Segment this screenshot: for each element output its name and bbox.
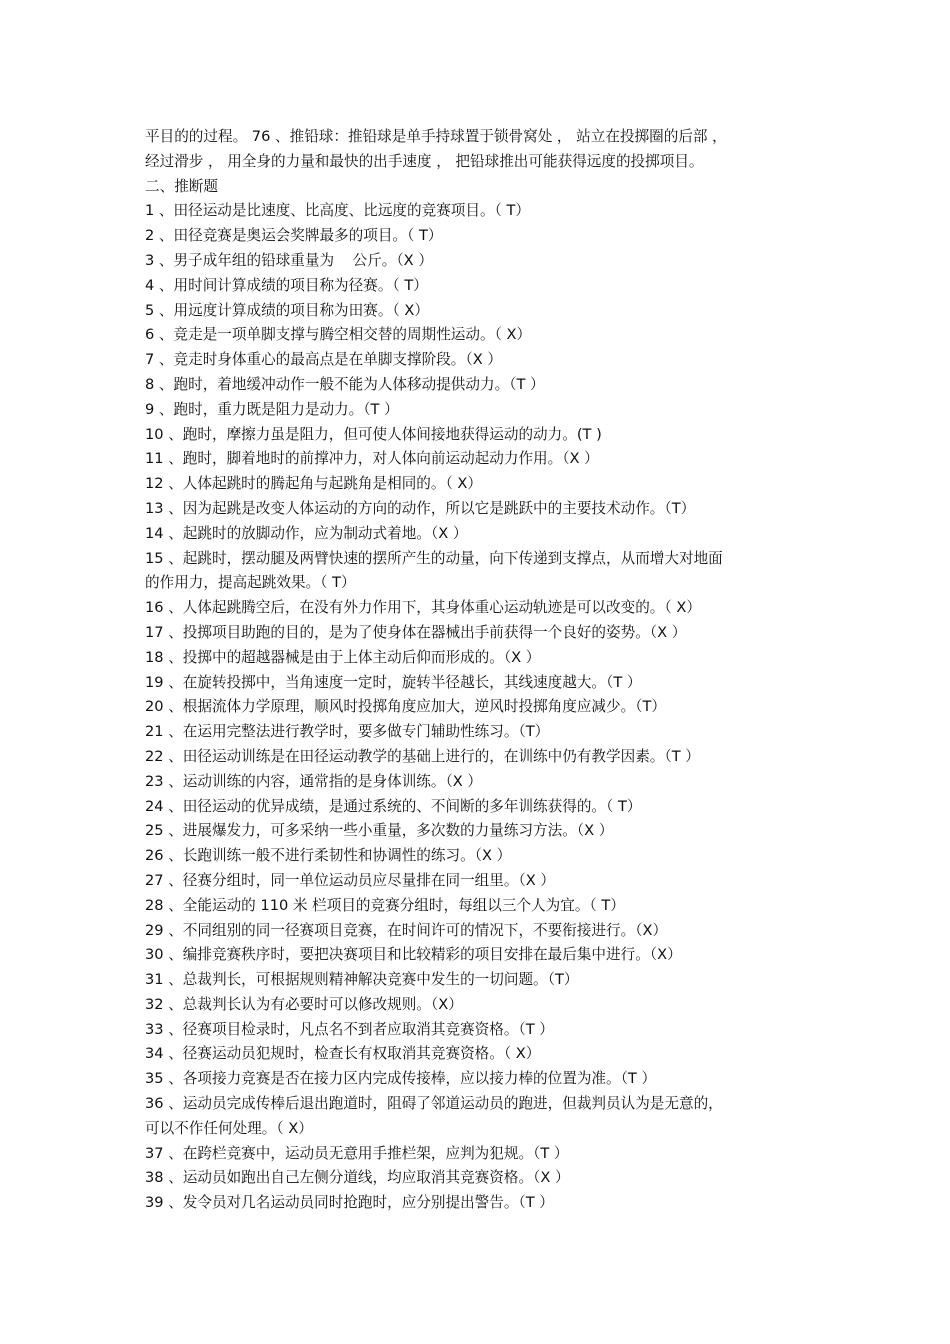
question-item: 34 、径赛运动员犯规时，检查长有权取消其竞赛资格。（ X）: [145, 1045, 541, 1063]
question-item: 14 、起跳时的放脚动作，应为制动式着地。（X ）: [145, 524, 468, 542]
question-item: 6 、竞走是一项单脚支撑与腾空相交替的周期性运动。（ X）: [145, 326, 532, 344]
question-item-continued: 的作用力，提高起跳效果。（ T）: [145, 574, 356, 592]
question-item: 36 、运动员完成传棒后退出跑道时，阻碍了邻道运动员的跑进，但裁判员认为是无意的，: [145, 1095, 723, 1113]
question-item: 18 、投掷中的超越器械是由于上体主动后仰而形成的。（X ）: [145, 648, 541, 666]
question-item: 9 、跑时，重力既是阻力是动力。（T ）: [145, 400, 399, 418]
question-item: 3 、男子成年组的铅球重量为 公斤。（X ）: [145, 251, 433, 269]
question-item: 26 、长跑训练一般不进行柔韧性和协调性的练习。（X ）: [145, 847, 512, 865]
question-item: 24 、田径运动的优异成绩，是通过系统的、不间断的多年训练获得的。（ T）: [145, 797, 642, 815]
question-item: 2 、田径竞赛是奥运会奖牌最多的项目。（ T）: [145, 227, 443, 245]
question-item: 25 、进展爆发力，可多采纳一些小重量，多次数的力量练习方法。（X ）: [145, 822, 614, 840]
question-item: 22 、田径运动训练是在田径运动教学的基础上进行的，在训练中仍有教学因素。（T ）: [145, 747, 700, 765]
question-item-continued: 可以不作任何处理。（ X）: [145, 1119, 313, 1137]
document-body: [145, 125, 815, 1216]
question-item: 13 、因为起跳是改变人体运动的方向的动作，所以它是跳跃中的主要技术动作。（T）: [145, 499, 696, 517]
question-item: 10 、跑时，摩擦力虽是阻力，但可使人体间接地获得运动的动力。(T ): [145, 425, 602, 443]
question-item: 17 、投掷项目助跑的目的，是为了使身体在器械出手前获得一个良好的姿势。（X ）: [145, 623, 687, 641]
question-item: 38 、运动员如跑出自己左侧分道线，均应取消其竞赛资格。（X ）: [145, 1169, 570, 1187]
question-item: 7 、竞走时身体重心的最高点是在单脚支撑阶段。（X ）: [145, 351, 502, 369]
question-item: 31 、总裁判长，可根据规则精神解决竞赛中发生的一切问题。（T）: [145, 971, 579, 989]
question-item: 27 、径赛分组时，同一单位运动员应尽量排在同一组里。（X ）: [145, 871, 555, 889]
question-item: 39 、发令员对几名运动员同时抢跑时，应分别提出警告。（T ）: [145, 1194, 554, 1212]
question-item: 19 、在旋转投掷中，当角速度一定时，旋转半径越长，其线速度越大。（T ）: [145, 673, 642, 691]
question-item: 32 、总裁判长认为有必要时可以修改规则。（X）: [145, 995, 463, 1013]
question-item: 30 、编排竞赛秩序时，要把决赛项目和比较精彩的项目安排在最后集中进行。（X）: [145, 946, 682, 964]
question-item: 15 、起跳时，摆动腿及两臂快速的摆所产生的动量，向下传递到支撑点，从而增大对地面: [145, 549, 723, 567]
question-item: 29 、不同组别的同一径赛项目竞赛，在时间许可的情况下，不要衔接进行。（X）: [145, 921, 668, 939]
question-item: 8 、跑时，着地缓冲动作一般不能为人体移动提供动力。（T ）: [145, 375, 545, 393]
question-item: 4 、用时间计算成绩的项目称为径赛。（ T）: [145, 276, 428, 294]
question-item: 23 、运动训练的内容，通常指的是身体训练。（X ）: [145, 772, 483, 790]
question-item: 33 、径赛项目检录时，凡点名不到者应取消其竞赛资格。（T ）: [145, 1020, 554, 1038]
question-item: 35 、各项接力竞赛是否在接力区内完成传接棒，应以接力棒的位置为准。（T ）: [145, 1070, 657, 1088]
question-item: 28 、全能运动的 110 米 栏项目的竞赛分组时，每组以三个人为宜。（ T）: [145, 896, 625, 914]
question-item: 16 、人体起跳腾空后，在没有外力作用下，其身体重心运动轨迹是可以改变的。（ X）: [145, 599, 701, 617]
question-item: 37 、在跨栏竞赛中，运动员无意用手推栏架，应判为犯规。（T ）: [145, 1144, 569, 1162]
section-heading: 二、推断题: [145, 177, 218, 195]
question-item: 12 、人体起跳时的腾起角与起跳角是相同的。（ X）: [145, 475, 483, 493]
question-item: 20 、根据流体力学原理，顺风时投掷角度应加大，逆风时投掷角度应减少。（T）: [145, 698, 667, 716]
question-item: 21 、在运用完整法进行教学时，要多做专门辅助性练习。（T）: [145, 723, 550, 741]
text-line: 经过滑步 ， 用全身的力量和最快的出手速度 ， 把铅球推出可能获得远度的投掷项目。: [145, 152, 704, 170]
question-item: 1 、田径运动是比速度、比高度、比远度的竞赛项目。（ T）: [145, 202, 531, 220]
text-line: 平目的的过程。 76 、推铅球：推铅球是单手持球置于锁骨窝处 ， 站立在投掷圈的后部 ，: [145, 128, 727, 145]
question-item: 11 、跑时，脚着地时的前撑冲力，对人体向前运动起动力作用。（X ）: [145, 450, 599, 468]
question-item: 5 、用远度计算成绩的项目称为田赛。（ X）: [145, 301, 429, 319]
